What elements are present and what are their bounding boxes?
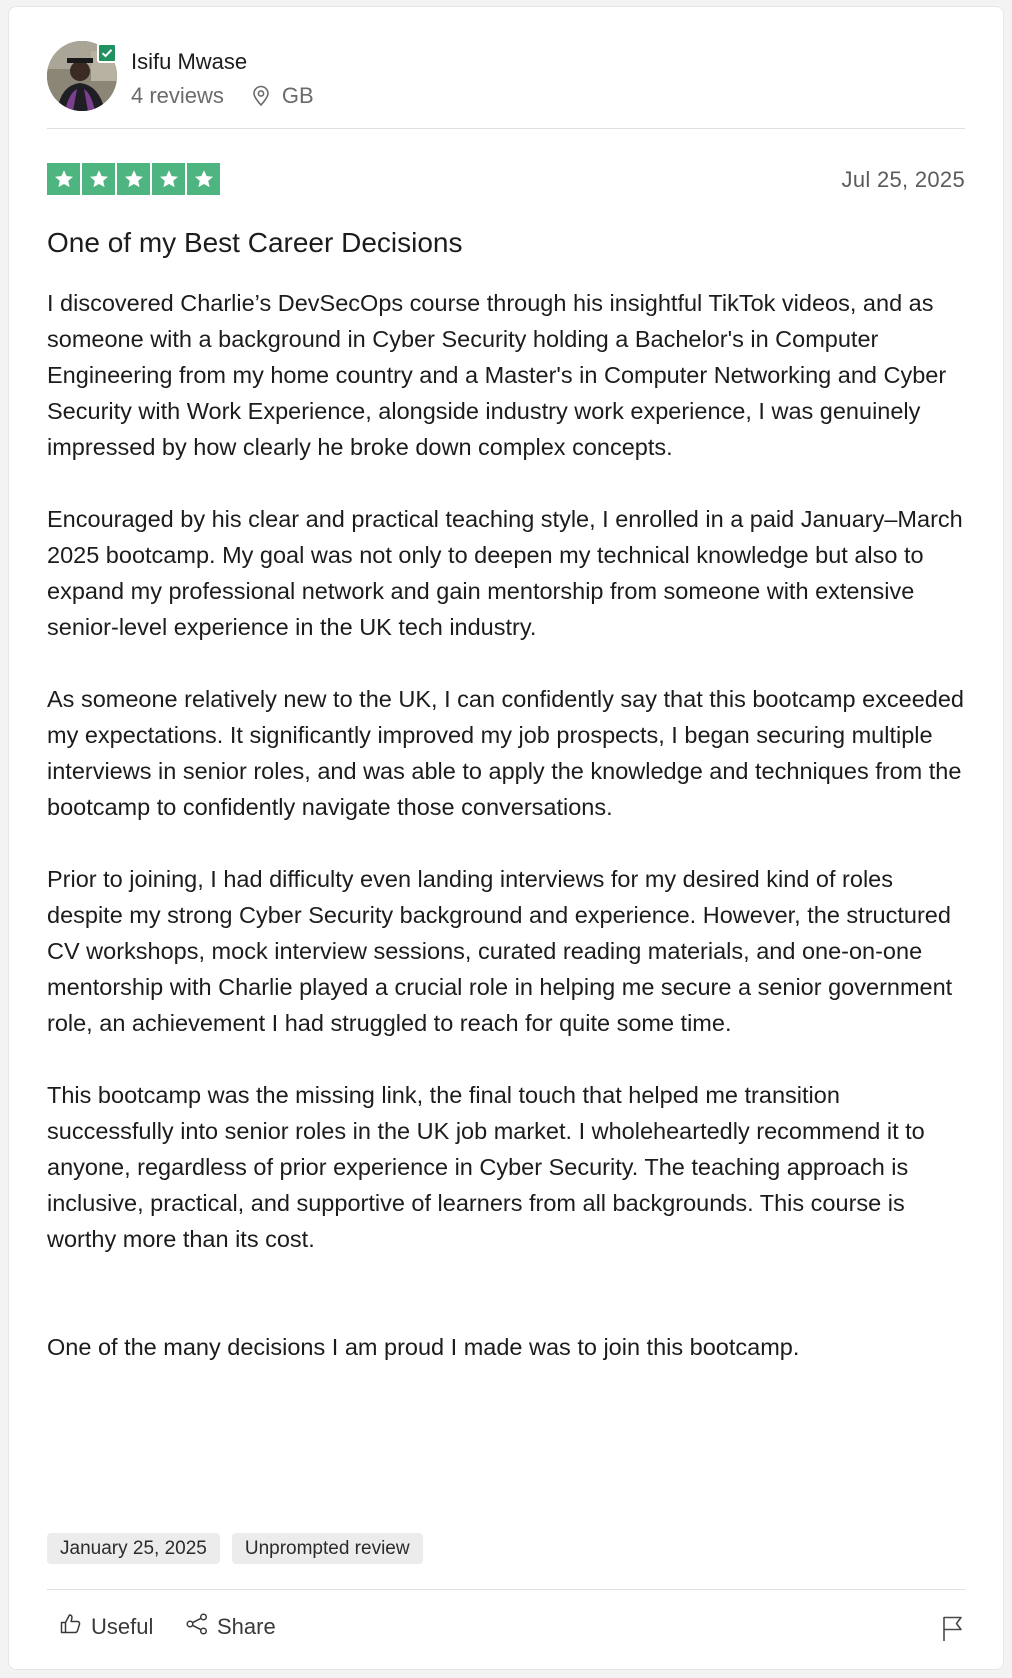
review-paragraph: This bootcamp was the missing link, the final touch that helped me transition successfully into senior roles in the UK job market. I wholeheartedly recommend it to anyone, regardless of prior experience in Cyber Security. The teaching approach is inclusive, practical, and supportive of learners from all backgrounds. This course is worthy more than its cost.: [47, 1082, 925, 1252]
author-header[interactable]: [47, 41, 747, 113]
review-paragraph: Prior to joining, I had difficulty even landing interviews for my desired kind of roles despite my strong Cyber Security background and experience. However, the structured CV workshops, mock interview sessions, curated reading materials, and one-on-one mentorship with Charlie played a crucial role in helping me secure a senior government role, an achievement I had struggled to reach for quite some time.: [47, 866, 953, 1036]
experience-date-tag: January 25, 2025: [47, 1533, 220, 1564]
review-count: 4 reviews: [131, 83, 224, 108]
header-divider: [47, 128, 965, 129]
author-country: GB: [281, 83, 314, 108]
review-tags: [47, 1533, 423, 1564]
review-actions: [47, 1612, 965, 1652]
star-icon: [187, 163, 220, 195]
author-meta: [131, 83, 314, 109]
star-icon: [47, 163, 80, 195]
thumbs-up-icon: [59, 1612, 83, 1642]
review-paragraph: One of the many decisions I am proud I made was to join this bootcamp.: [47, 1334, 800, 1360]
location-pin-icon: [250, 85, 272, 107]
share-icon: [185, 1612, 209, 1642]
unprompted-review-tag[interactable]: Unprompted review: [232, 1533, 423, 1564]
review-paragraph: As someone relatively new to the UK, I can confidently say that this bootcamp exceeded my expectations. It significantly improved my job prospects, I began securing multiple interviews in senior roles, and was able to apply the knowledge and techniques from the bootcamp to confidently navigate those conversations.: [47, 686, 965, 820]
star-icon: [117, 163, 150, 195]
review-title: One of my Best Career Decisions: [47, 227, 463, 258]
author-name[interactable]: Isifu Mwase: [131, 49, 248, 74]
footer-divider: [47, 1589, 965, 1590]
share-button[interactable]: [185, 1612, 276, 1642]
star-icon: [82, 163, 115, 195]
star-icon: [152, 163, 185, 195]
verified-badge-icon: [97, 43, 117, 63]
useful-label: Useful: [91, 1614, 154, 1639]
review-paragraph: Encouraged by his clear and practical teaching style, I enrolled in a paid January–March 2025 bootcamp. My goal was not only to deepen my technical knowledge but also to expand my professional network and gain mentorship from someone with extensive senior-level experience in the UK tech industry.: [47, 506, 963, 640]
star-rating: [47, 163, 220, 195]
useful-button[interactable]: [59, 1612, 153, 1642]
review-date: Jul 25, 2025: [841, 167, 965, 192]
review-paragraph: I discovered Charlie’s DevSecOps course through his insightful TikTok videos, and as someone with a background in Cyber Security holding a Bachelor's in Computer Engineering from my home country and a Master's in Computer Networking and Cyber Security with Work Experience, alongside industry work experience, I was genuinely impressed by how clearly he broke down complex concepts.: [47, 290, 947, 460]
review-card: [8, 6, 1004, 1670]
share-label: Share: [217, 1614, 276, 1639]
report-flag-icon[interactable]: [941, 1614, 965, 1647]
review-body: [47, 285, 965, 1401]
